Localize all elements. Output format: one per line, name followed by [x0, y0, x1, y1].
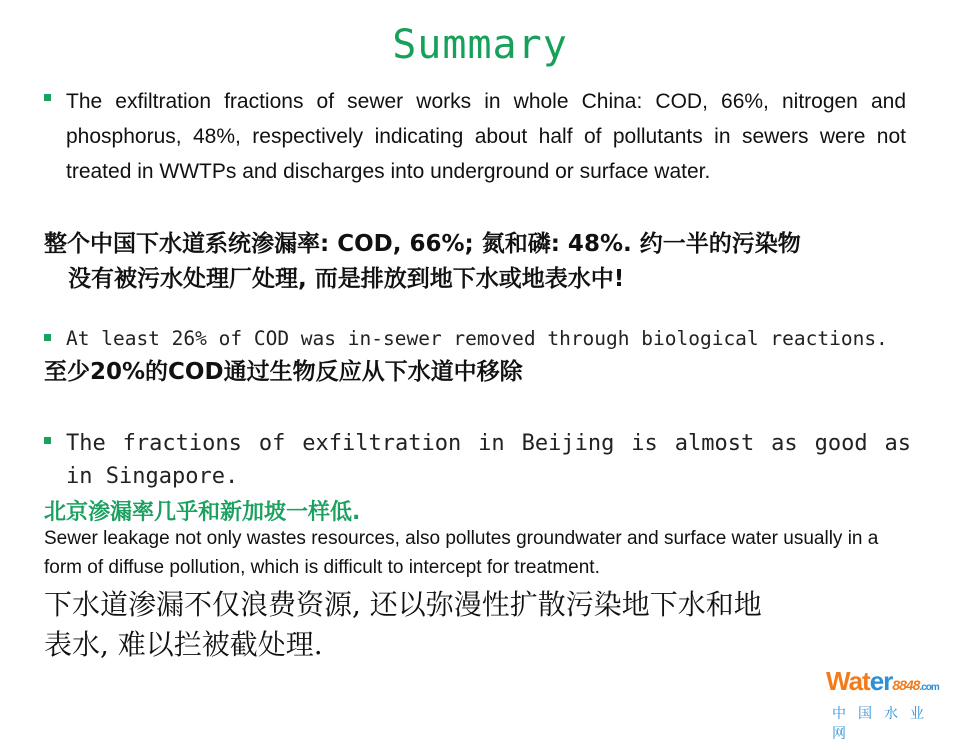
logo-text-a: Wat [826, 666, 870, 696]
bullet-square-icon [44, 437, 51, 444]
logo-number: 8848 [892, 677, 920, 693]
bullet-1-cn-line-2: 没有被污水处理厂处理, 而是排放到地下水或地表水中! [68, 266, 625, 292]
logo-domain: .com [919, 682, 939, 693]
bullet-2 [44, 326, 888, 352]
bullet-3-cn: 北京渗漏率几乎和新加坡一样低. [44, 500, 361, 525]
leakage-note-cn-line-1: 下水道渗漏不仅浪费资源, 还以弥漫性扩散污染地下水和地 [44, 588, 762, 621]
water8848-logo [826, 666, 954, 742]
bullet-2-cn: 至少20%的COD通过生物反应从下水道中移除 [44, 359, 523, 385]
bullet-2-text: At least 26% of COD was in-sewer removed through biological reactions. [66, 327, 888, 350]
logo-cn-text: 中国水业网 [832, 706, 936, 742]
bullet-1-text: The exfiltration fractions of sewer works in whole China: COD, 66%, nitrogen and phosphorus, 48%, respectively indicating about half of pollutants in sewers were not treated in WWTPs and discharges into underground or surface water. [66, 90, 906, 183]
bullet-3-text-line-1: The fractions of exfiltration in Beijing is almost as good as [66, 431, 911, 456]
bullet-1-cn [44, 227, 914, 297]
leakage-note-cn [44, 585, 904, 665]
bullet-square-icon [44, 334, 51, 341]
slide-title: Summary [392, 22, 568, 68]
bullet-1-cn-line-1: 整个中国下水道系统渗漏率: COD, 66%; 氮和磷: 48%. 约一半的污染物 [44, 231, 801, 257]
leakage-note: Sewer leakage not only wastes resources, also pollutes groundwater and surface water usually in a form of diffuse pollution, which is difficult to intercept for treatment. [44, 528, 879, 578]
bullet-3-text-line-2: in Singapore. [66, 464, 239, 489]
bullet-3 [44, 427, 911, 493]
logo-text-b: er [869, 666, 893, 696]
bullet-square-icon [44, 94, 51, 101]
leakage-note-cn-line-2: 表水, 难以拦被截处理. [44, 628, 323, 661]
bullet-1 [44, 84, 906, 189]
